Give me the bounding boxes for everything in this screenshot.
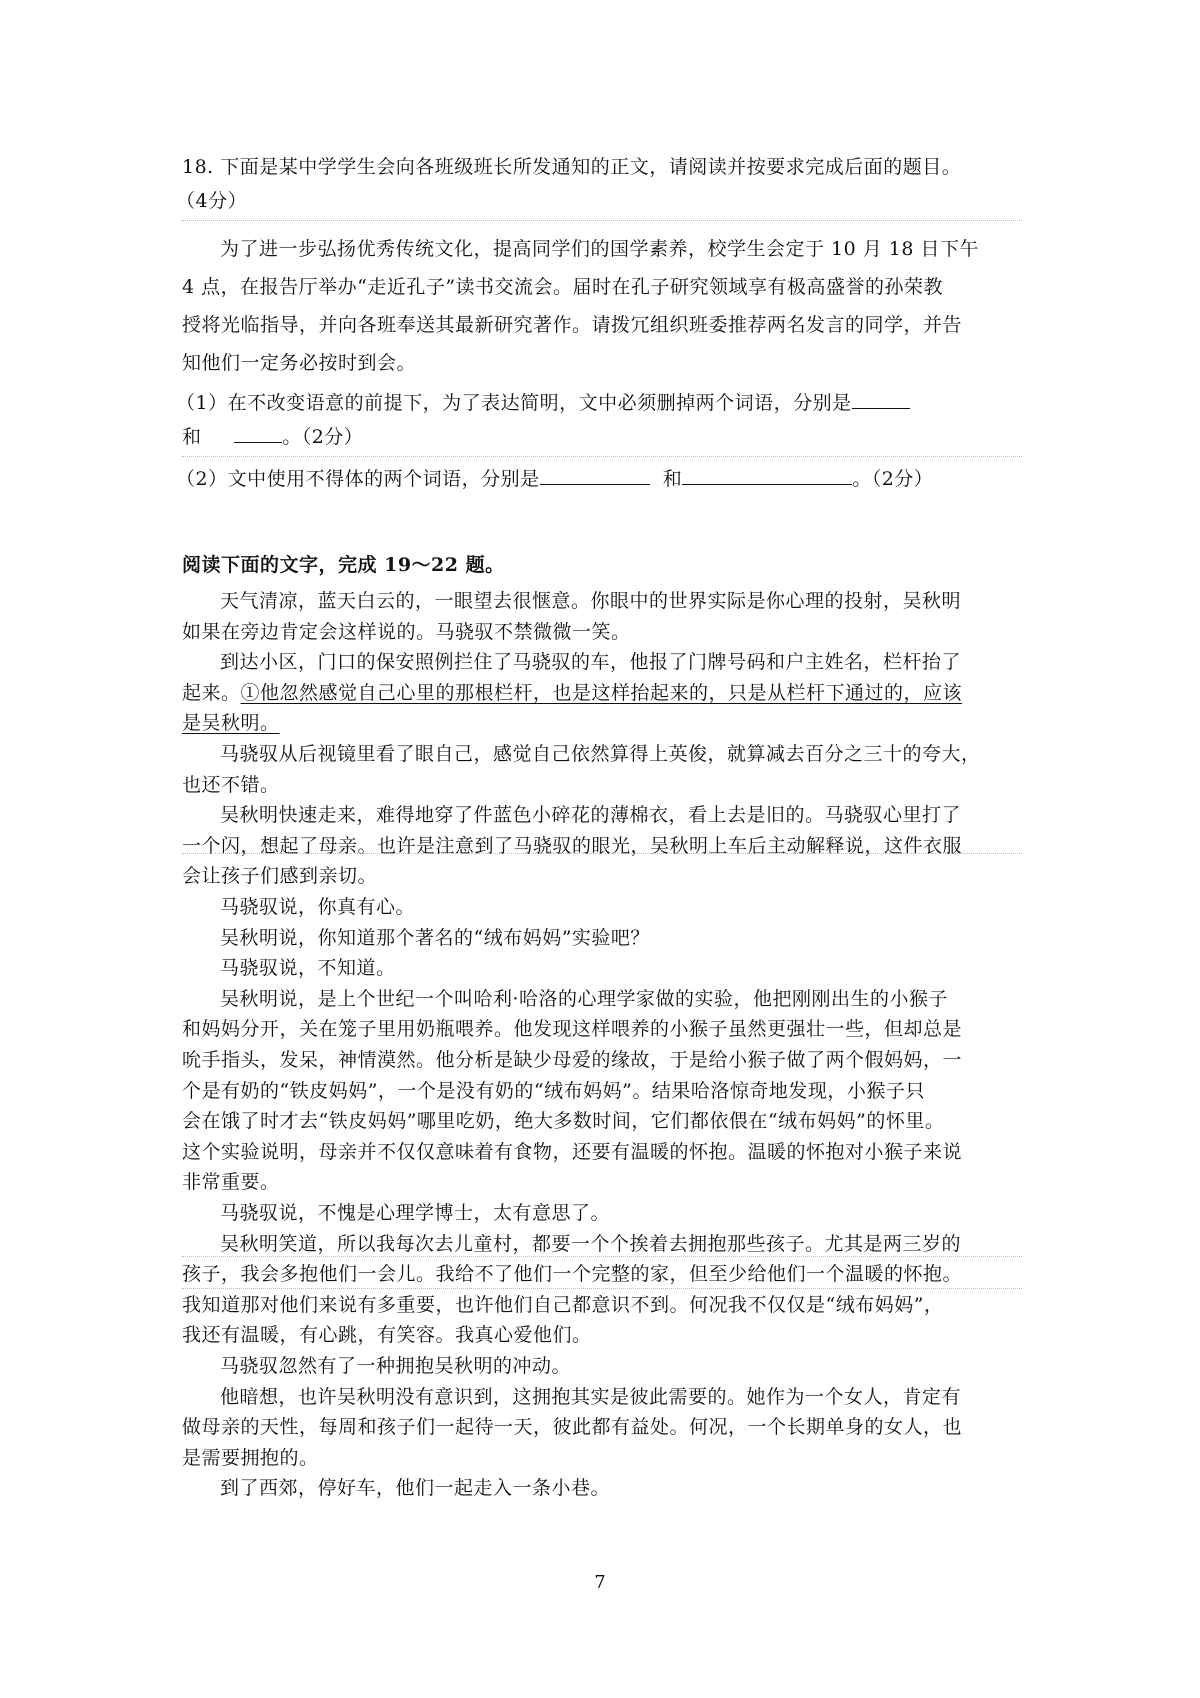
passage-line: 马骁驭说，不愧是心理学博士，太有意思了。 [220, 1202, 611, 1224]
q18-sub1-and: 和 [182, 426, 202, 448]
passage-line: 天气清凉，蓝天白云的，一眼望去很惬意。你眼中的世界实际是你心理的投射，吴秋明 [220, 590, 962, 612]
divider [182, 1256, 1022, 1257]
q18-sub1 [176, 386, 1016, 420]
q18-sub2-text: （2）文中使用不得体的两个词语，分别是 [176, 468, 540, 490]
passage-line: 孩子，我会多抱他们一会儿。我给不了他们一个完整的家，但至少给他们一个温暖的怀抱。 [182, 1263, 963, 1286]
q18-sub1-score: 。（2分） [282, 426, 364, 448]
passage-line: 马骁驭忽然有了一种拥抱吴秋明的冲动。 [220, 1355, 572, 1377]
passage-line: 马骁驭说，你真有心。 [220, 896, 416, 918]
underlined-sentence: 是吴秋明。 [182, 712, 280, 735]
passage-line: 如果在旁边肯定会这样说的。马骁驭不禁微微一笑。 [182, 620, 631, 643]
divider [182, 853, 1022, 854]
notice-line: 知他们一定务必按时到会。 [182, 352, 417, 374]
passage-line [182, 676, 1022, 710]
q18-stem: 18. 下面是某中学学生会向各班级班长所发通知的正文，请阅读并按要求完成后面的题目。 [182, 156, 962, 178]
passage-line: 到了西郊，停好车，他们一起走入一条小巷。 [220, 1477, 611, 1500]
passage-line: 吴秋明说，是上个世纪一个叫哈利·哈洛的心理学家做的实验，他把刚刚出生的小猴子 [220, 987, 949, 1010]
passage-line: 会让孩子们感到亲切。 [182, 865, 378, 888]
q18-sub1-cont [182, 420, 1022, 454]
passage-line: 到达小区，门口的保安照例拦住了马骁驭的车，他报了门牌号码和户主姓名，栏杆抬了 [220, 651, 962, 674]
passage-line: 他暗想，也许吴秋明没有意识到，这拥抱其实是彼此需要的。她作为一个女人，肯定有 [220, 1385, 962, 1408]
answer-blank[interactable] [234, 424, 282, 443]
passage-line: 马骁驭说，不知道。 [220, 957, 396, 980]
passage-line: 吴秋明笑道，所以我每次去儿童村，都要一个个挨着去拥抱那些孩子。尤其是两三岁的 [220, 1232, 962, 1255]
q18-sub2-score: 。（2分） [852, 468, 934, 490]
passage-line: 做母亲的天性，每周和孩子们一起待一天，彼此都有益处。何况，一个长期单身的女人，也 [182, 1416, 963, 1439]
passage-line: 这个实验说明，母亲并不仅仅意味着有食物，还要有温暖的怀抱。温暖的怀抱对小猴子来说 [182, 1140, 963, 1163]
passage-line: 个是有奶的“铁皮妈妈”，一个是没有奶的“绒布妈妈”。结果哈洛惊奇地发现，小猴子只 [182, 1079, 925, 1102]
passage-line: 一个闪，想起了母亲。也许是注意到了马骁驭的眼光，吴秋明上车后主动解释说，这件衣服 [182, 834, 963, 857]
underlined-sentence: ①他忽然感觉自己心里的那根栏杆，也是这样抬起来的，只是从栏杆下通过的，应该 [240, 681, 963, 704]
notice-line: 为了进一步弘扬优秀传统文化，提高同学们的国学素养，校学生会定于 10 月 18 日下午 [220, 238, 980, 260]
notice-line: 4 点，在报告厅举办“走近孔子”读书交流会。届时在孔子研究领域享有极高盛誉的孙荣教 [182, 276, 944, 298]
passage-line: 会在饿了时才去“铁皮妈妈”哪里吃奶，绝大多数时间，它们都依偎在“绒布妈妈”的怀里。 [182, 1110, 945, 1133]
passage-line: 非常重要。 [182, 1171, 280, 1194]
passage-line: 是需要拥抱的。 [182, 1446, 319, 1469]
q18-sub2 [176, 462, 1016, 496]
passage-line: 马骁驭从后视镜里看了眼自己，感觉自己依然算得上英俊，就算减去百分之三十的夸大， [220, 743, 981, 765]
answer-blank[interactable] [852, 390, 910, 409]
page-number: 7 [594, 1572, 606, 1593]
divider [182, 1288, 1022, 1289]
passage-text: 起来。 [182, 681, 241, 704]
divider [182, 220, 1022, 221]
passage-line [182, 706, 1022, 740]
answer-blank[interactable] [682, 466, 852, 485]
passage-line: 吴秋明快速走来，难得地穿了件蓝色小碎花的薄棉衣，看上去是旧的。马骁驭心里打了 [220, 804, 962, 827]
q18-sub2-and: 和 [662, 468, 683, 490]
passage-line: 吮手指头，发呆，神情漠然。他分析是缺少母爱的缘故，于是给小猴子做了两个假妈妈，一 [182, 1049, 963, 1071]
passage-line: 和妈妈分开，关在笼子里用奶瓶喂养。他发现这样喂养的小猴子虽然更强壮一些，但却总是 [182, 1018, 963, 1041]
q18-score: （4分） [176, 190, 248, 212]
passage-line: 我知道那对他们来说有多重要，也许他们自己都意识不到。何况我不仅仅是“绒布妈妈”， [182, 1293, 944, 1316]
divider [182, 456, 1022, 457]
q18-sub1-text: （1）在不改变语意的前提下，为了表达简明，文中必须删掉两个词语，分别是 [176, 392, 852, 414]
notice-line: 授将光临指导，并向各班奉送其最新研究著作。请拨冗组织班委推荐两名发言的同学，并告 [182, 314, 963, 336]
passage-line: 也还不错。 [182, 773, 280, 796]
passage-line: 我还有温暖，有心跳，有笑容。我真心爱他们。 [182, 1324, 592, 1347]
reading-heading: 阅读下面的文字，完成 19～22 题。 [182, 554, 505, 576]
passage-line: 吴秋明说，你知道那个著名的“绒布妈妈”实验吧？ [220, 926, 650, 949]
answer-blank[interactable] [540, 466, 650, 485]
